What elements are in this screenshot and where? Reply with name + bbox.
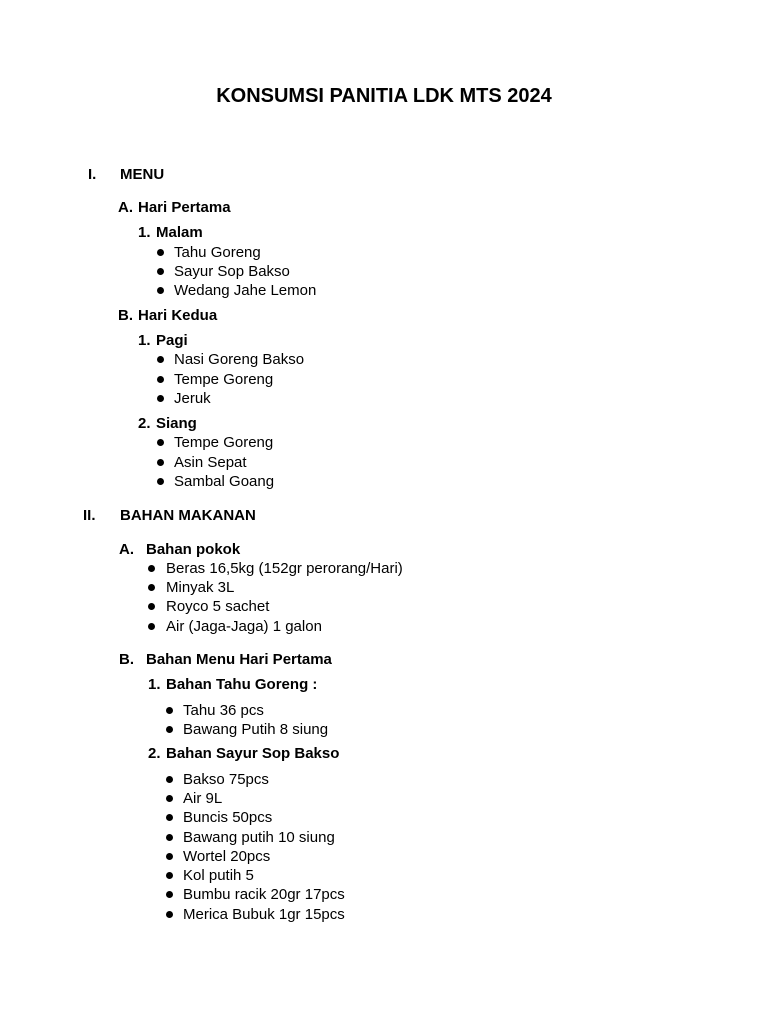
bullet-icon bbox=[157, 478, 164, 485]
bullet-icon bbox=[166, 776, 173, 783]
sub-label: Bahan Tahu Goreng : bbox=[166, 676, 318, 693]
bullet-icon bbox=[166, 853, 173, 860]
list-item: Bawang putih 10 siung bbox=[183, 829, 335, 846]
bullet-icon bbox=[166, 795, 173, 802]
meal-label: Siang bbox=[156, 415, 197, 432]
list-item: Air 9L bbox=[183, 790, 223, 807]
list-item: Bakso 75pcs bbox=[183, 771, 269, 788]
section-heading-menu: MENU bbox=[120, 166, 165, 183]
meal-label: Malam bbox=[156, 224, 203, 241]
bullet-icon bbox=[166, 707, 173, 714]
list-item: Beras 16,5kg (152gr perorang/Hari) bbox=[166, 560, 403, 577]
list-item: Nasi Goreng Bakso bbox=[174, 351, 305, 368]
bullet-icon bbox=[166, 891, 173, 898]
sub-label: Bahan Sayur Sop Bakso bbox=[166, 745, 340, 762]
sub-number: 1. bbox=[148, 676, 161, 693]
meal-number: 1. bbox=[138, 332, 151, 349]
list-item: Minyak 3L bbox=[166, 579, 235, 596]
group-letter: B. bbox=[119, 651, 134, 668]
bullet-icon bbox=[157, 439, 164, 446]
bullet-icon bbox=[157, 376, 164, 383]
bullet-icon bbox=[148, 565, 155, 572]
group-letter: A. bbox=[119, 541, 134, 558]
section-numeral: I. bbox=[88, 166, 97, 183]
list-item: Kol putih 5 bbox=[183, 867, 254, 884]
meal-label: Pagi bbox=[156, 332, 188, 349]
list-item: Tahu 36 pcs bbox=[183, 702, 264, 719]
bullet-icon bbox=[157, 287, 164, 294]
bullet-icon bbox=[166, 911, 173, 918]
list-item: Merica Bubuk 1gr 15pcs bbox=[183, 906, 345, 923]
list-item: Bumbu racik 20gr 17pcs bbox=[183, 886, 345, 903]
bullet-icon bbox=[166, 834, 173, 841]
list-item: Wortel 20pcs bbox=[183, 848, 271, 865]
bullet-icon bbox=[157, 395, 164, 402]
bullet-icon bbox=[148, 603, 155, 610]
list-item: Asin Sepat bbox=[174, 454, 247, 471]
list-item: Wedang Jahe Lemon bbox=[174, 282, 317, 299]
day-letter: A. bbox=[118, 199, 133, 216]
meal-number: 2. bbox=[138, 415, 151, 432]
list-item: Royco 5 sachet bbox=[166, 598, 270, 615]
bullet-icon bbox=[157, 459, 164, 466]
meal-number: 1. bbox=[138, 224, 151, 241]
day-label: Hari Pertama bbox=[138, 199, 231, 216]
bullet-icon bbox=[148, 623, 155, 630]
group-label: Bahan Menu Hari Pertama bbox=[146, 651, 332, 668]
bullet-icon bbox=[148, 584, 155, 591]
day-label: Hari Kedua bbox=[138, 307, 218, 324]
bullet-icon bbox=[157, 356, 164, 363]
bullet-icon bbox=[166, 726, 173, 733]
list-item: Tempe Goreng bbox=[174, 371, 274, 388]
bullet-icon bbox=[157, 249, 164, 256]
list-item: Buncis 50pcs bbox=[183, 809, 273, 826]
bullet-icon bbox=[157, 268, 164, 275]
bullet-icon bbox=[166, 872, 173, 879]
section-numeral: II. bbox=[83, 507, 96, 524]
bullet-icon bbox=[166, 814, 173, 821]
list-item: Sambal Goang bbox=[174, 473, 275, 490]
list-item: Jeruk bbox=[174, 390, 211, 407]
list-item: Tempe Goreng bbox=[174, 434, 274, 451]
list-item: Tahu Goreng bbox=[174, 244, 261, 261]
section-heading-bahan: BAHAN MAKANAN bbox=[120, 507, 256, 524]
list-item: Bawang Putih 8 siung bbox=[183, 721, 329, 738]
document-title: KONSUMSI PANITIA LDK MTS 2024 bbox=[216, 85, 552, 107]
list-item: Air (Jaga-Jaga) 1 galon bbox=[166, 618, 322, 635]
list-item: Sayur Sop Bakso bbox=[174, 263, 290, 280]
sub-number: 2. bbox=[148, 745, 161, 762]
group-label: Bahan pokok bbox=[146, 541, 241, 558]
day-letter: B. bbox=[118, 307, 133, 324]
